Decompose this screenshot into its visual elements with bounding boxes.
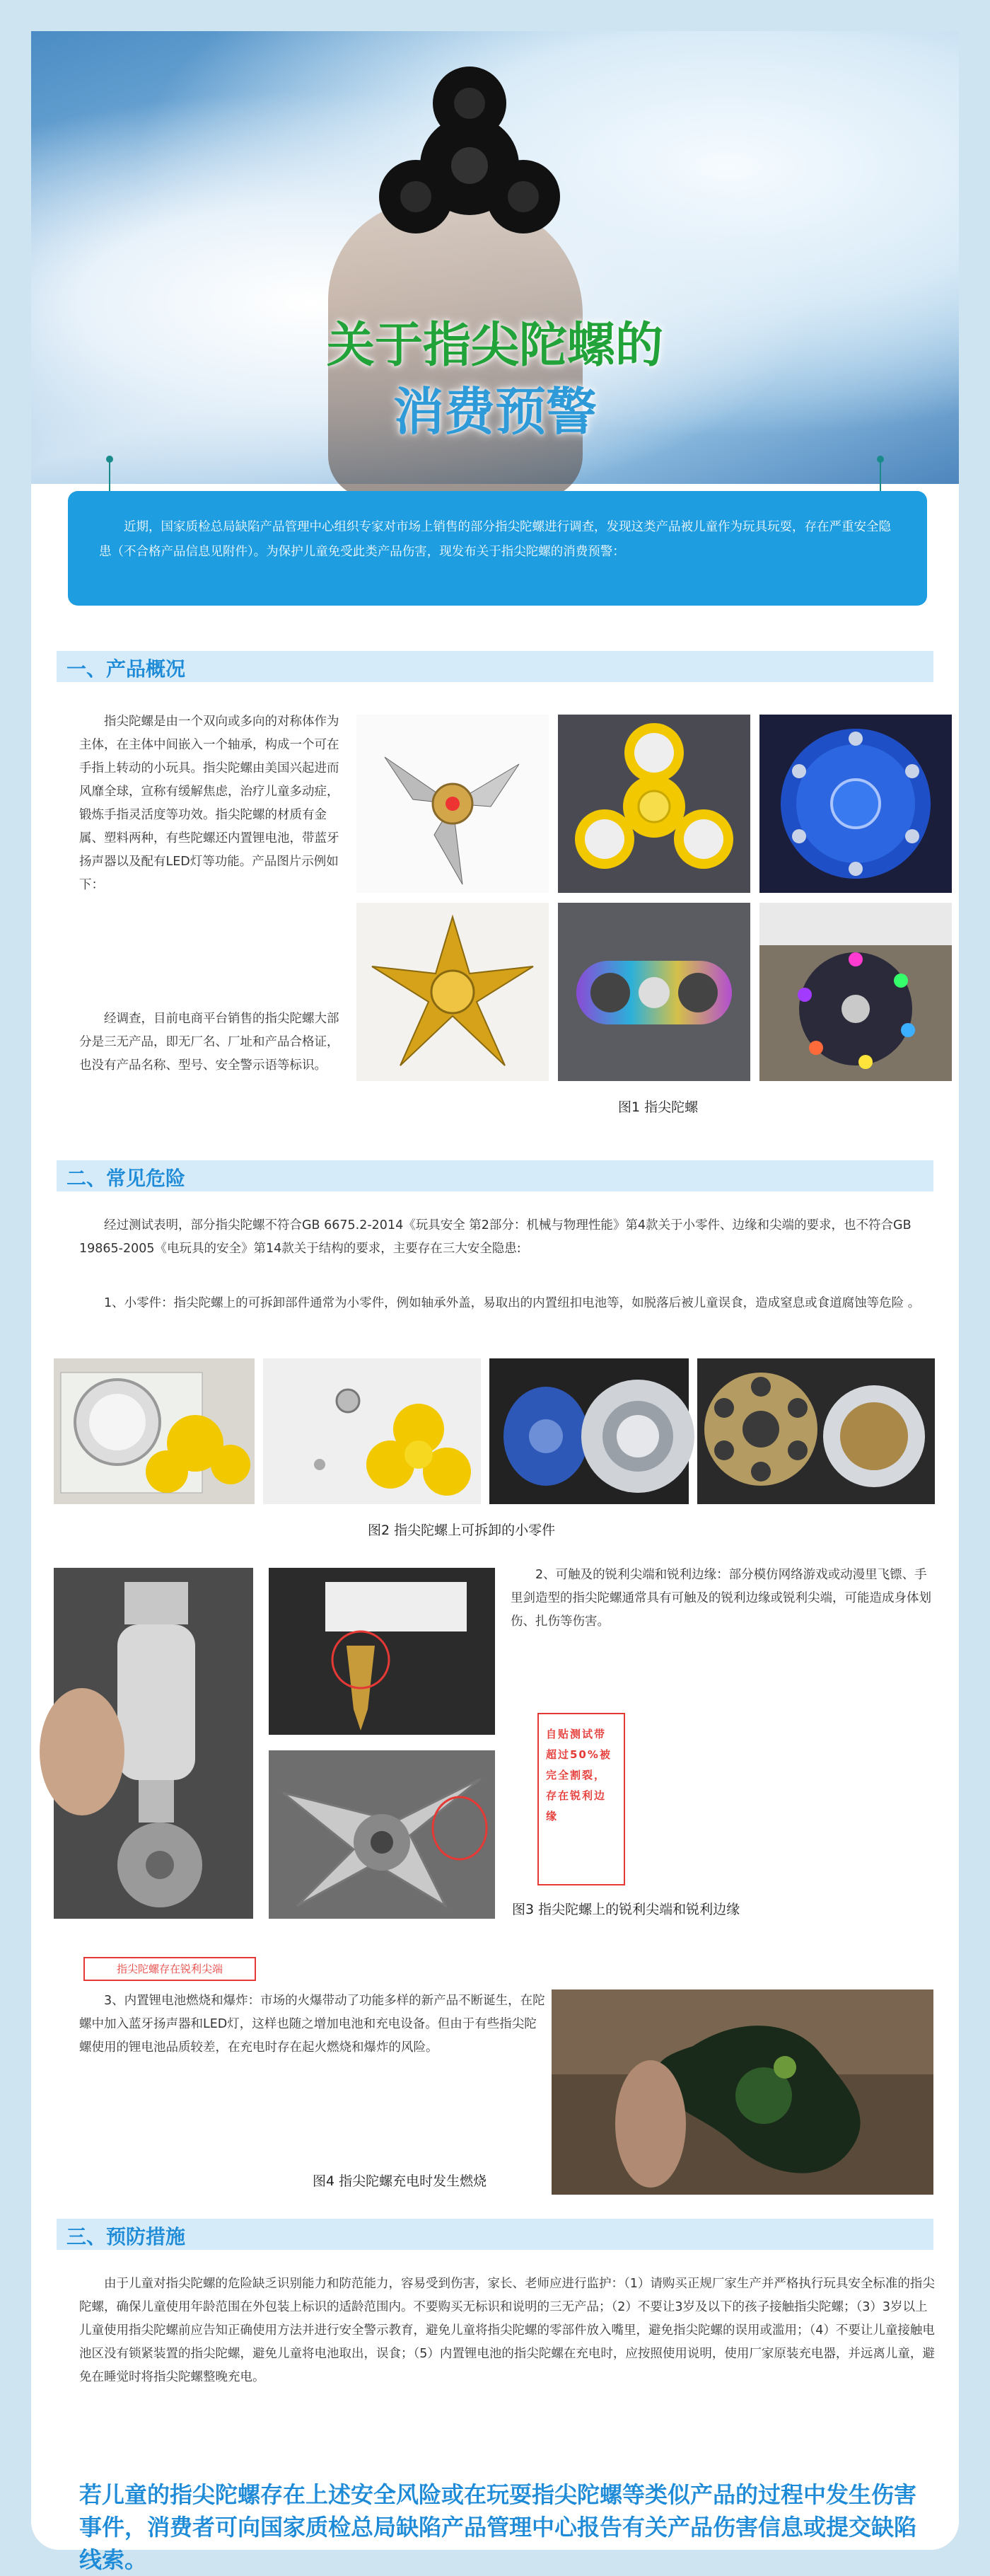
section1-para2: 经调查，目前电商平台销售的指尖陀螺大部分是三无产品，即无厂名、厂址和产品合格证，也没有产品名称、型号、安全警示语等标识。 [79,1012,339,1073]
fidget-spinner-image [363,59,576,272]
final-note: 若儿童的指尖陀螺存在上述安全风险或在玩耍指尖陀螺等类似产品的过程中发生伤害事件，消费者可向国家质检总局缺陷产品管理中心报告有关产品伤害信息或提交缺陷线索。 [79,2481,917,2573]
section2-intro: 经过测试表明，部分指尖陀螺不符合GB 6675.2-2014《玩具安全 第2部分：机械与物理性能》第4款关于小零件、边缘和尖端的要求，也不符合GB 19865-2005《电玩具的安全》第14款关于结构的要求，主要存在三大安全隐患: [79,1218,912,1256]
section2-item3: 3、内置锂电池燃烧和爆炸：市场的火爆带动了功能多样的新产品不断诞生，在陀螺中加入蓝牙扬声器和LED灯，这样也随之增加电池和充电设备。但由于有些指尖陀螺使用的锂电池品质较差，在充电时存在起火燃烧和爆炸的风险。 [79,1994,545,2055]
section3-title: 三、预防措施 [66,2225,186,2248]
section2-item2: 2、可触及的锐利尖端和锐利边缘：部分模仿网络游戏或动漫里飞镖、手里剑造型的指尖陀螺通常具有可触及的锐利边缘或锐利尖端，可能造成身体划伤、扎伤等伤害。 [511,1568,931,1629]
section2-item1: 1、小零件：指尖陀螺上的可拆卸部件通常为小零件，例如轴承外盖，易取出的内置纽扣电池等，如脱落后被儿童误食，造成窒息或食道腐蚀等危险 。 [104,1296,921,1310]
hero-title-line1: 关于指尖陀螺的 [326,318,663,374]
figure2-caption: 图2 指尖陀螺上可拆卸的小零件 [368,1523,556,1538]
section3-text: 由于儿童对指尖陀螺的危险缺乏识别能力和防范能力，容易受到伤害，家长、老师应进行监护：（1）请购买正规厂家生产并严格执行玩具安全标准的指尖陀螺，确保儿童使用年龄范围在外包装上标识的适龄范围内。不要购买无标识和说明的三无产品；（2）不要让3岁及以下的孩子接触指尖陀螺；（3）3岁以上儿童使用指尖陀螺前应告知正确使用方法并进行安全警示教育，避免儿童将指尖陀螺的零部件放入嘴里，避免指尖陀螺的误用或滥用；（4）不要让儿童接触电池区没有锁紧装置的指尖陀螺，避免儿童将电池取出，误食；（5）内置锂电池的指尖陀螺在充电时，应按照使用说明，使用厂家原装充电器，并远离儿童，避免在睡觉时将指尖陀螺整晚充电。 [79,2277,935,2384]
figure1-caption: 图1 指尖陀螺 [618,1099,699,1115]
photo-spinner-led [759,903,952,1081]
photo-burnt-spinner [552,1989,933,2195]
photo-spinner-yellow [558,715,750,893]
section1-para1: 指尖陀螺是由一个双向或多向的对称体作为主体，在主体中间嵌入一个轴承，构成一个可在手指上转动的小玩具。指尖陀螺由美国兴起进而风靡全球，宣称有缓解焦虑，治疗儿童多动症，锻炼手指灵活度等功效。指尖陀螺的材质有金属、塑料两种，有些陀螺还内置锂电池，带蓝牙扬声器以及配有LED灯等功能。产品图片示例如下： [79,715,339,892]
photo-sharp-tester [54,1568,253,1919]
intro-text: 近期，国家质检总局缺陷产品管理中心组织专家对市场上销售的部分指尖陀螺进行调查，发现这类产品被儿童作为玩具玩耍，存在严重安全隐患（不合格产品信息见附件）。为保护儿童免受此类产品伤害，现发布关于指尖陀螺的消费预警： [99,520,891,559]
hero-title-line2: 消费预警 [392,382,597,441]
hero-banner [31,31,959,484]
sharp-edge-callout: 自贴测试带超过50%被完全割裂，存在锐利边缘 [537,1713,625,1885]
warning-page [31,31,959,2573]
photo-spinner-blade-white [356,715,549,893]
section1-header [57,651,933,682]
section3-header [57,2219,933,2250]
photo-spinner-gold-star [356,903,549,1081]
photo-sharp-edge [269,1750,495,1919]
photo-small-parts-4 [697,1358,935,1504]
photo-sharp-tip [269,1568,495,1735]
photo-small-parts-3 [489,1358,689,1504]
photo-small-parts-2 [263,1358,481,1504]
photo-spinner-rainbow [558,903,750,1081]
photo-small-parts-1 [54,1358,255,1504]
figure3-caption: 图3 指尖陀螺上的锐利尖端和锐利边缘 [512,1902,740,1917]
section2-title: 二、常见危险 [66,1167,186,1190]
figure4-caption: 图4 指尖陀螺充电时发生燃烧 [313,2173,487,2189]
section1-title: 一、产品概况 [66,657,186,681]
section2-header [57,1160,933,1191]
intro-box [68,491,927,606]
photo-spinner-blue-wheel [759,715,952,893]
sharp-tip-label: 指尖陀螺存在锐利尖端 [83,1957,256,1981]
